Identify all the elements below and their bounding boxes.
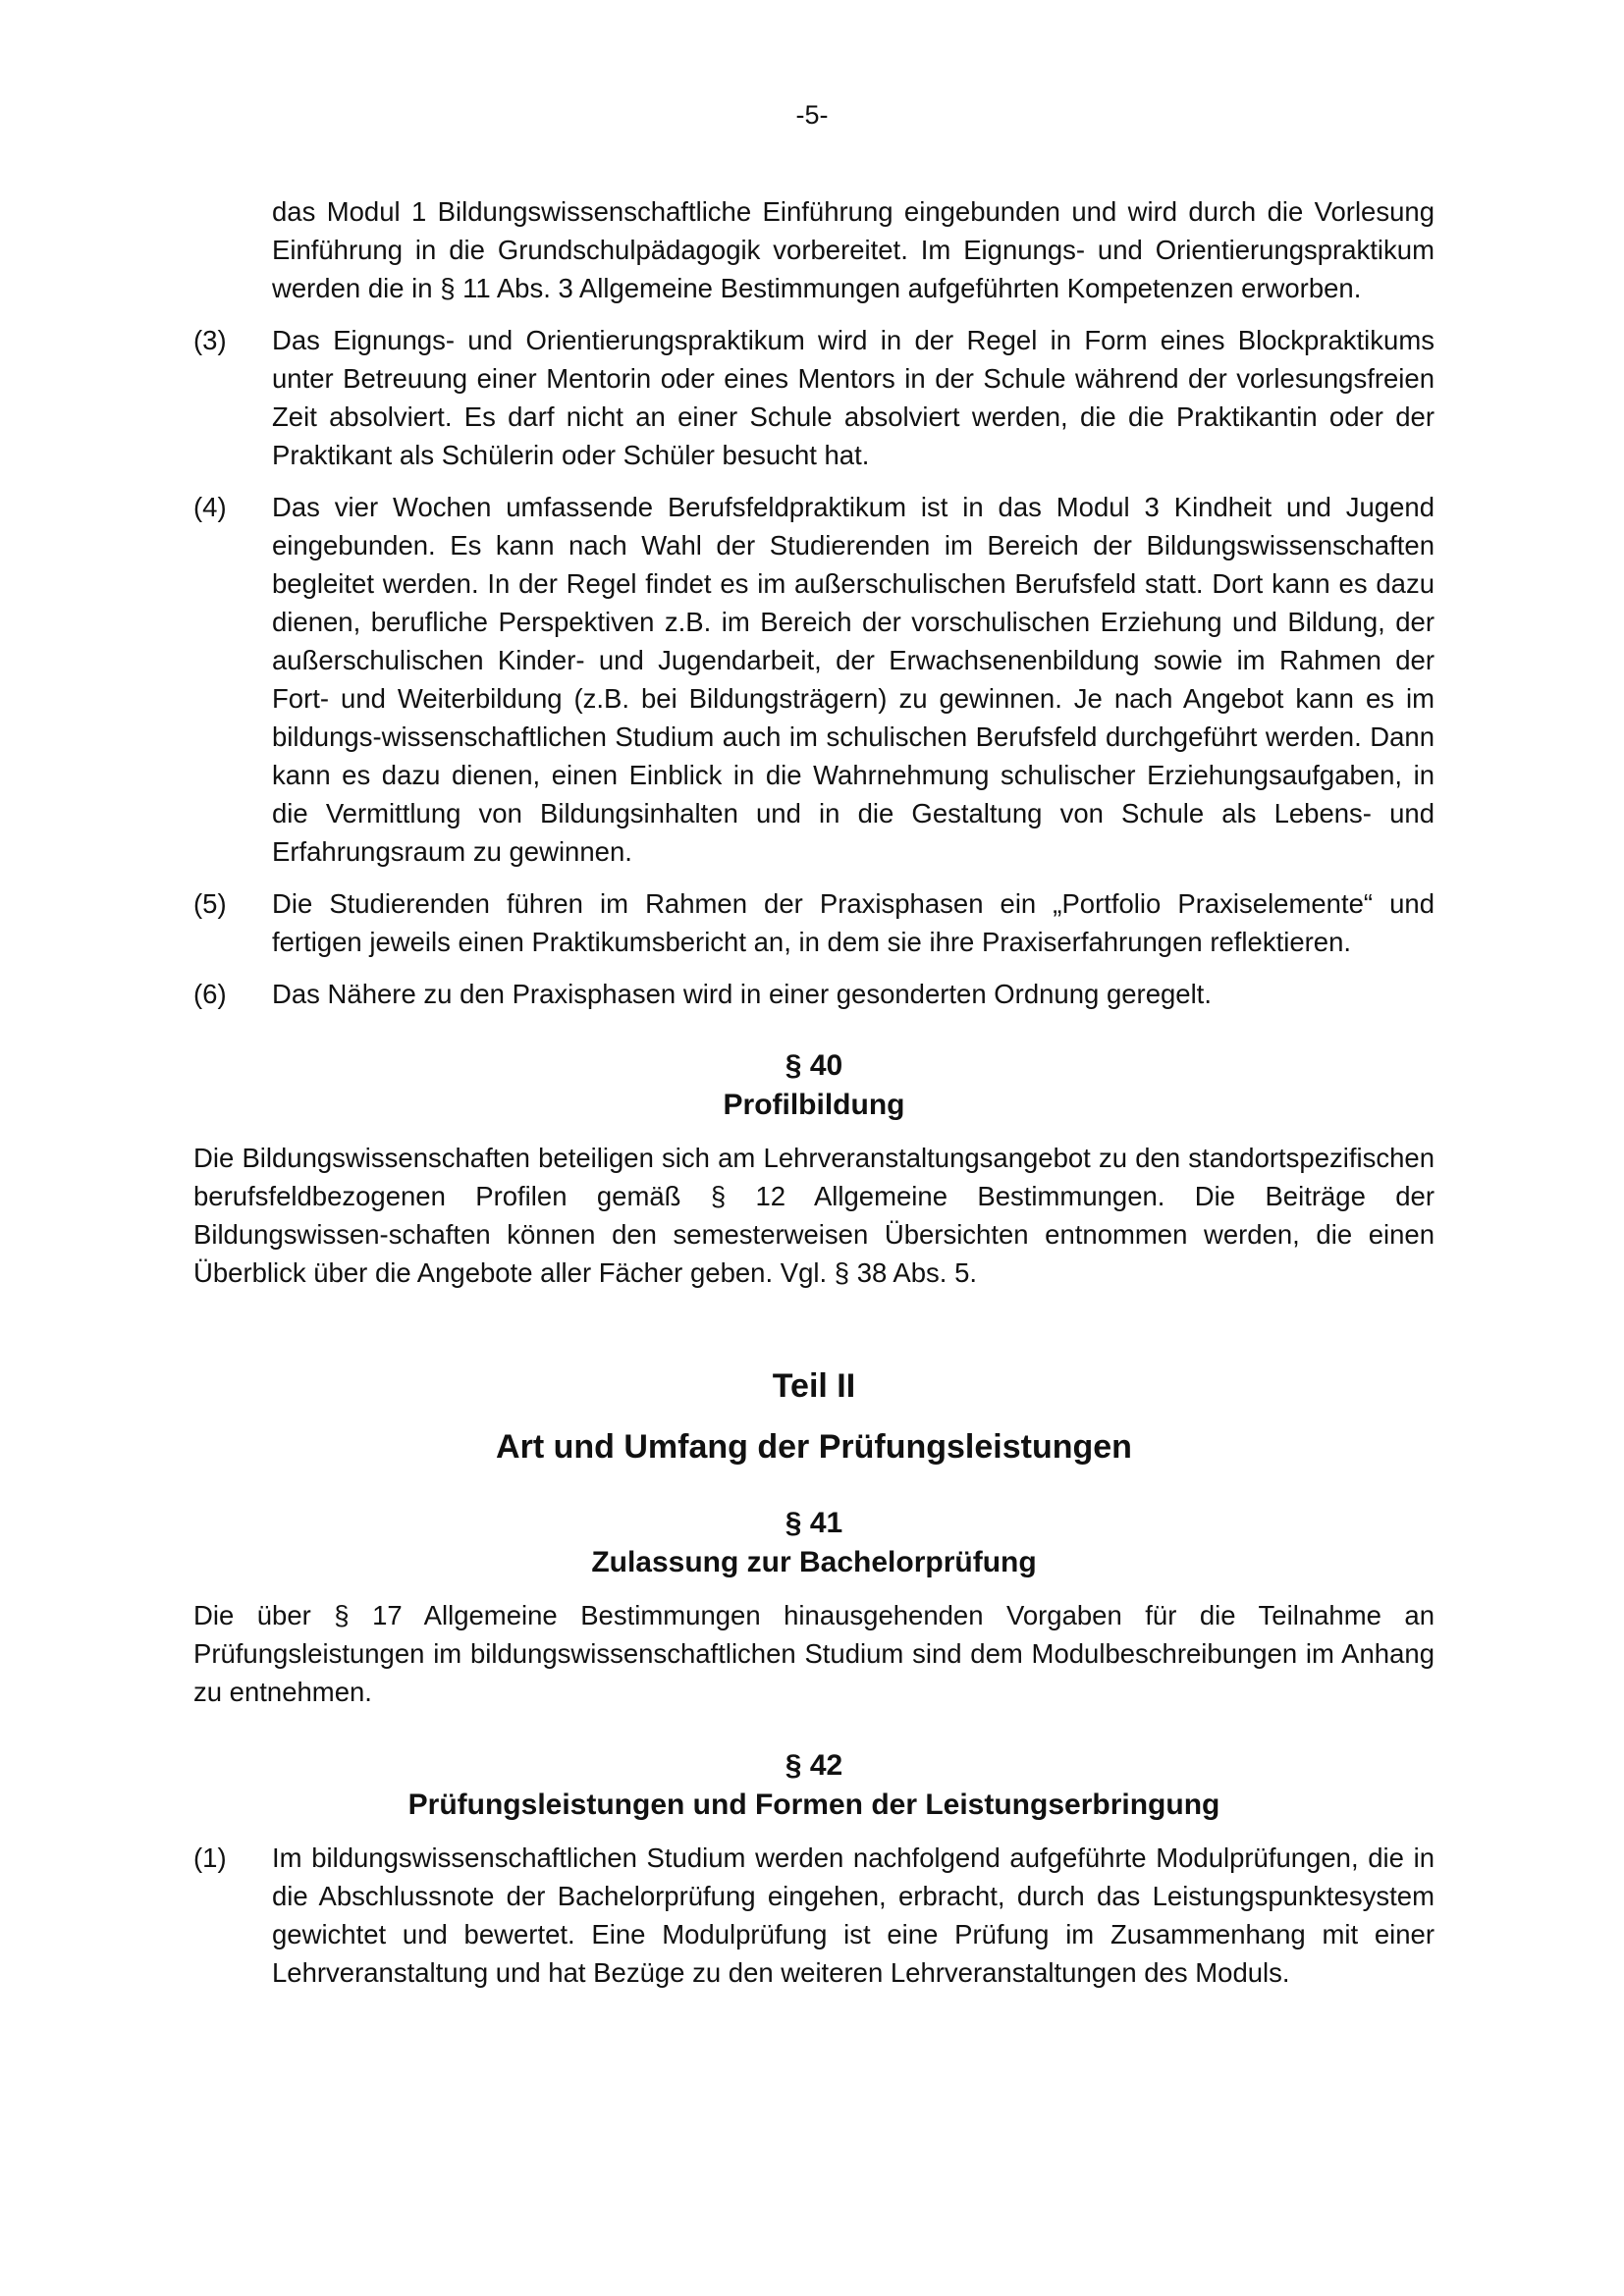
paragraph-5 <box>193 884 1435 961</box>
paragraph-text: Das Eignungs- und Orientierungspraktikum wird in der Regel in Form eines Blockpraktikums unter Betreuung einer Mentorin oder eines Mentors in der Schule während der vorlesungsfreien Zeit absolviert. Es darf nicht an einer Schule absolviert werden, die die Praktikantin oder der Praktikant als Schülerin oder Schüler besucht hat. <box>272 325 1435 470</box>
paragraph-text: Das Nähere zu den Praxisphasen wird in einer gesonderten Ordnung geregelt. <box>272 979 1212 1009</box>
section-text: Die über § 17 Allgemeine Bestimmungen hinausgehenden Vorgaben für die Teilnahme an Prüfungsleistungen im bildungswissenschaftlichen Studium sind dem Modulbeschreibungen im Anhang zu entnehmen. <box>193 1600 1435 1707</box>
section-number: § 40 <box>785 1049 843 1082</box>
section-40 <box>193 1046 1435 1292</box>
paragraph-text: Im bildungswissenschaftlichen Studium werden nachfolgend aufgeführte Modulprüfungen, die in die Abschlussnote der Bachelorprüfung eingehen, erbracht, durch das Leistungspunktesystem gewichtet und bewertet. Eine Modulprüfung ist eine Prüfung im Zusammenhang mit einer Lehrveranstaltung und hat Bezüge zu den weiteren Lehrveranstaltungen des Moduls. <box>272 1842 1435 1988</box>
section-42 <box>193 1746 1435 1992</box>
paragraph-number: (3) <box>193 325 227 355</box>
paragraph-3 <box>193 321 1435 474</box>
section-41 <box>193 1504 1435 1711</box>
paragraph-text: Die Studierenden führen im Rahmen der Praxisphasen ein „Portfolio Praxiselemente“ und fertigen jeweils einen Praktikumsbericht an, in dem sie ihre Praxiserfahrungen reflektieren. <box>272 888 1435 957</box>
page-number: -5- <box>795 100 829 130</box>
paragraph-number: (5) <box>193 888 227 919</box>
paragraph-text: Das vier Wochen umfassende Berufsfeldpraktikum ist in das Modul 3 Kindheit und Jugend eingebunden. Es kann nach Wahl der Studierenden im Bereich der Bildungswissenschaften begleitet werden. In der Regel findet es im außerschulischen Berufsfeld statt. Dort kann es dazu dienen, berufliche Perspektiven z.B. im Bereich der vorschulischen Erziehung und Bildung, der außerschulischen Kinder- und Jugendarbeit, der Erwachsenenbildung sowie im Rahmen der Fort- und Weiterbildung (z.B. bei Bildungsträgern) zu gewinnen. Je nach Angebot kann es im bildungs-wissenschaftlichen Studium auch im schulischen Berufsfeld durchgeführt werden. Dann kann es dazu dienen, einen Einblick in die Wahrnehmung schulischer Erziehungsaufgaben, in die Vermittlung von Bildungsinhalten und in die Gestaltung von Schule als Lebens- und Erfahrungsraum zu gewinnen. <box>272 492 1435 867</box>
part-heading <box>193 1364 1435 1468</box>
section-number: § 41 <box>785 1507 843 1539</box>
paragraph-1 <box>193 1839 1435 1992</box>
paragraph-number: (1) <box>193 1842 227 1873</box>
continuation-paragraph: das Modul 1 Bildungswissenschaftliche Einführung eingebunden und wird durch die Vorlesung Einführung in die Grundschulpädagogik vorbereitet. Im Eignungs- und Orientierungspraktikum werden die in § 11 Abs. 3 Allgemeine Bestimmungen aufgeführten Kompetenzen erworben. <box>272 196 1435 303</box>
section-title: Profilbildung <box>723 1089 905 1121</box>
paragraph-number: (6) <box>193 979 227 1009</box>
paragraph-6 <box>193 975 1435 1013</box>
section-title: Prüfungsleistungen und Formen der Leistungserbringung <box>407 1789 1220 1821</box>
section-title: Zulassung zur Bachelorprüfung <box>591 1546 1037 1578</box>
part-title: Teil II <box>772 1367 856 1405</box>
document-body <box>193 192 1435 1992</box>
section-number: § 42 <box>785 1749 843 1782</box>
paragraph-4 <box>193 488 1435 871</box>
section-text: Die Bildungswissenschaften beteiligen sich am Lehrveranstaltungsangebot zu den standortspezifischen berufsfeldbezogenen Profilen gemäß § 12 Allgemeine Bestimmungen. Die Beiträge der Bildungswissen-schaften können den semesterweisen Übersichten entnommen werden, die einen Überblick über die Angebote aller Fächer geben. Vgl. § 38 Abs. 5. <box>193 1143 1435 1288</box>
paragraph-number: (4) <box>193 492 227 522</box>
part-subtitle: Art und Umfang der Prüfungsleistungen <box>496 1428 1132 1466</box>
